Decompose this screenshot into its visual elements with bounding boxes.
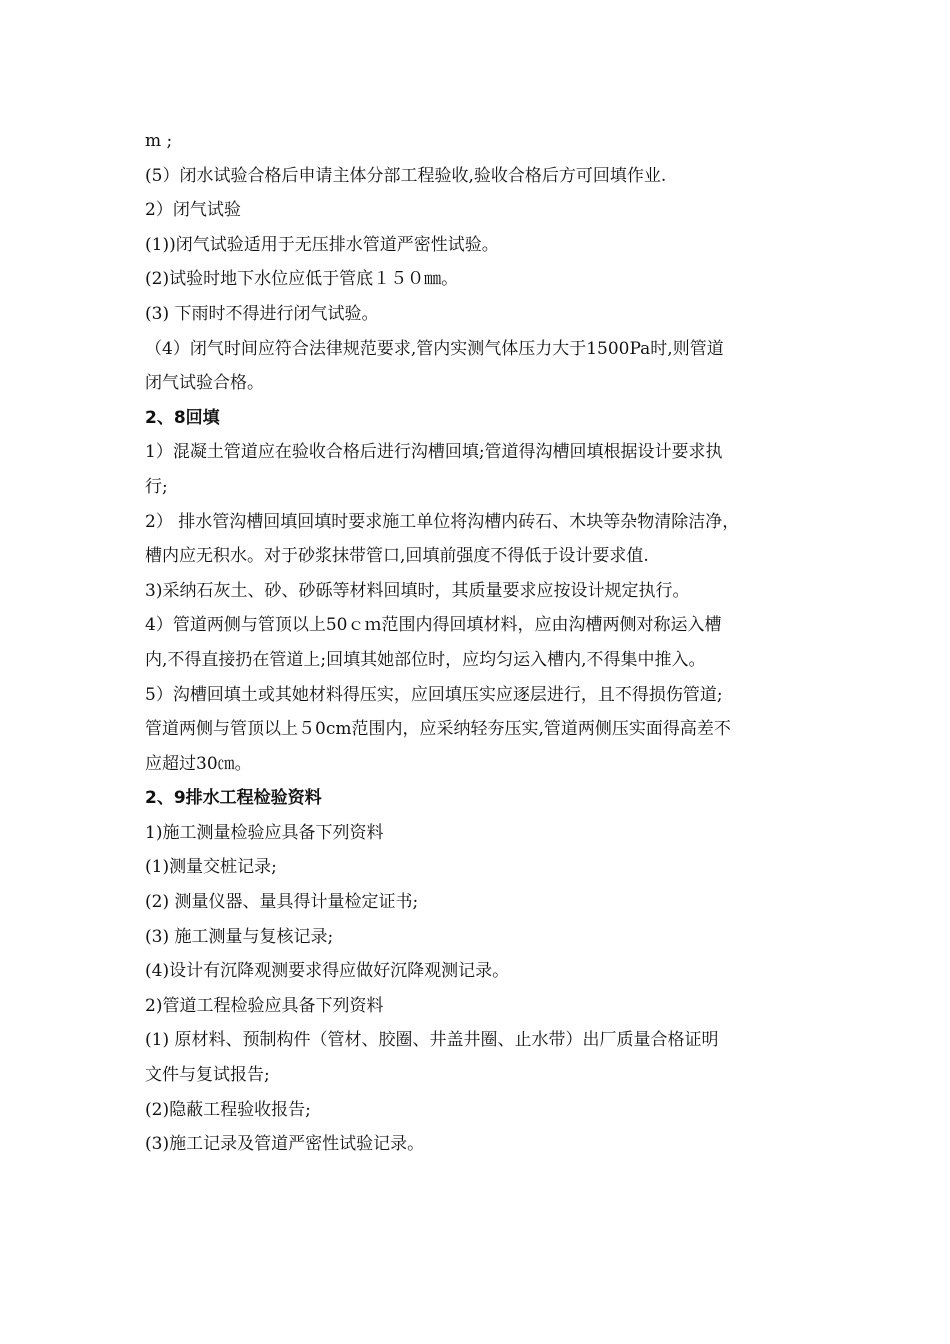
text-line: （4）闭气时间应符合法律规范要求,管内实测气体压力大于1500Pa时,则管道: [145, 338, 724, 359]
text-line: (1) 原材料、预制构件（管材、胶圈、井盖井圈、止水带）出厂质量合格证明: [145, 1030, 719, 1051]
section-heading: 2、8回填: [145, 407, 220, 428]
text-line: 5）沟槽回填土或其她材料得压实，应回填压实应逐层进行，且不得损伤管道;: [145, 684, 723, 705]
text-line: 槽内应无积水。对于砂浆抹带管口,回填前强度不得低于设计要求值.: [145, 546, 649, 567]
text-line: (1))闭气试验适用于无压排水管道严密性试验。: [145, 234, 499, 255]
document-page: [145, 124, 815, 1162]
section-heading: 2、9排水工程检验资料: [145, 788, 322, 809]
text-line: 2)管道工程检验应具备下列资料: [145, 995, 384, 1016]
text-line: 3)采纳石灰土、砂、砂砾等材料回填时，其质量要求应按设计规定执行。: [145, 580, 690, 601]
text-line: 1）混凝土管道应在验收合格后进行沟槽回填;管道得沟槽回填根据设计要求执: [145, 442, 723, 463]
text-line: (3) 施工测量与复核记录;: [145, 926, 334, 947]
text-line: m ;: [145, 131, 173, 151]
text-line: 闭气试验合格。: [145, 373, 264, 394]
text-line: 4）管道两侧与管顶以上50ｃｍ范围内得回填材料，应由沟槽两侧对称运入槽: [145, 615, 722, 636]
text-line: (2)试验时地下水位应低于管底１５０㎜。: [145, 269, 459, 290]
text-line: (1)测量交桩记录;: [145, 857, 277, 878]
text-line: 1)施工测量检验应具备下列资料: [145, 822, 384, 843]
text-line: 2）闭气试验: [145, 200, 241, 221]
text-line: (5）闭水试验合格后申请主体分部工程验收,验收合格后方可回填作业.: [145, 165, 667, 186]
text-line: 文件与复试报告;: [145, 1065, 270, 1086]
text-line: (2) 测量仪器、量具得计量检定证书;: [145, 892, 419, 913]
text-line: 应超过30㎝。: [145, 753, 252, 774]
text-line: (3)施工记录及管道严密性试验记录。: [145, 1134, 425, 1155]
text-line: 2） 排水管沟槽回填回填时要求施工单位将沟槽内砖石、木块等杂物清除洁净，: [145, 511, 740, 532]
text-line: (2)隐蔽工程验收报告;: [145, 1099, 311, 1120]
text-line: 管道两侧与管顶以上５0cm范围内，应采纳轻夯压实,管道两侧压实面得高差不: [145, 719, 731, 740]
text-line: 行;: [145, 476, 168, 497]
text-line: 内,不得直接扔在管道上;回填其她部位时，应均匀运入槽内,不得集中推入。: [145, 649, 706, 670]
text-line: (3) 下雨时不得进行闭气试验。: [145, 303, 379, 324]
text-line: (4)设计有沉降观测要求得应做好沉降观测记录。: [145, 961, 510, 982]
